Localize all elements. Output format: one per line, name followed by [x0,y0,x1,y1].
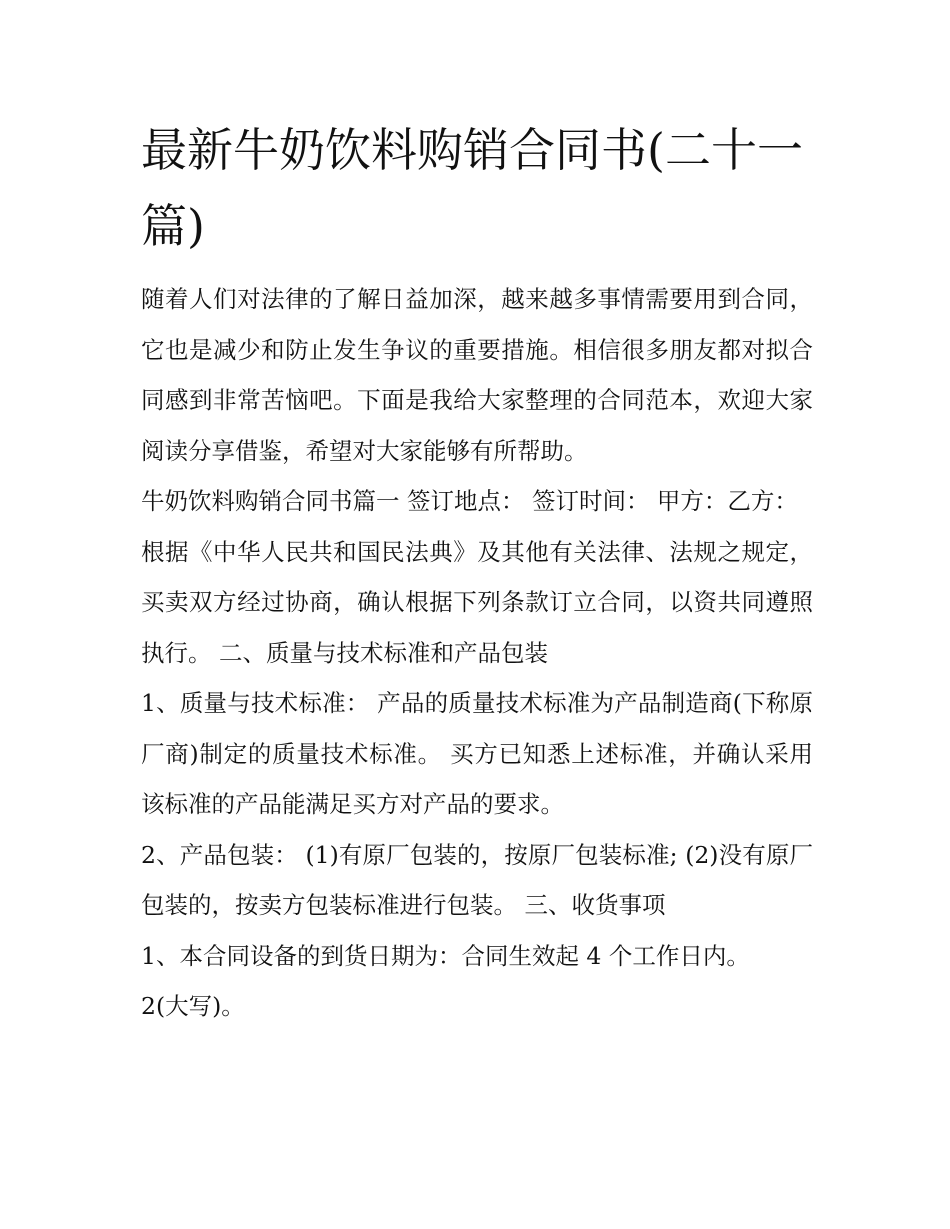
paragraph-quality-standard: 1、质量与技术标准： 产品的质量技术标准为产品制造商(下称原厂商)制定的质量技术标准。 买方已知悉上述标准，并确认采用该标准的产品能满足买方对产品的要求。 [141,689,813,818]
paragraph-packaging: 2、产品包装： (1)有原厂包装的，按原厂包装标准; (2)没有原厂包装的，按卖方包装标准进行包装。 三、收货事项 [141,840,813,919]
paragraph-legal-basis: 根据《中华人民共和国民法典》及其他有关法律、法规之规定，买卖双方经过协商，确认根据下列条款订立合同，以资共同遵照执行。 二、质量与技术标准和产品包装 [141,537,813,667]
paragraph-header-fields: 牛奶饮料购销合同书篇一 签订地点： 签订时间： 甲方：乙方： [141,487,798,515]
document-title: 最新牛奶饮料购销合同书(二十一篇) [141,123,803,253]
paragraph-delivery-date: 1、本合同设备的到货日期为：合同生效起 4 个工作日内。 [141,941,750,970]
document-page [141,112,813,1032]
paragraph-amount: 2(大写)。 [141,992,245,1020]
paragraph-intro: 随着人们对法律的了解日益加深，越来越多事情需要用到合同，它也是减少和防止发生争议的重要措施。相信很多朋友都对拟合同感到非常苦恼吧。下面是我给大家整理的合同范本，欢迎大家阅读分享借鉴，希望对大家能够有所帮助。 [141,285,813,465]
